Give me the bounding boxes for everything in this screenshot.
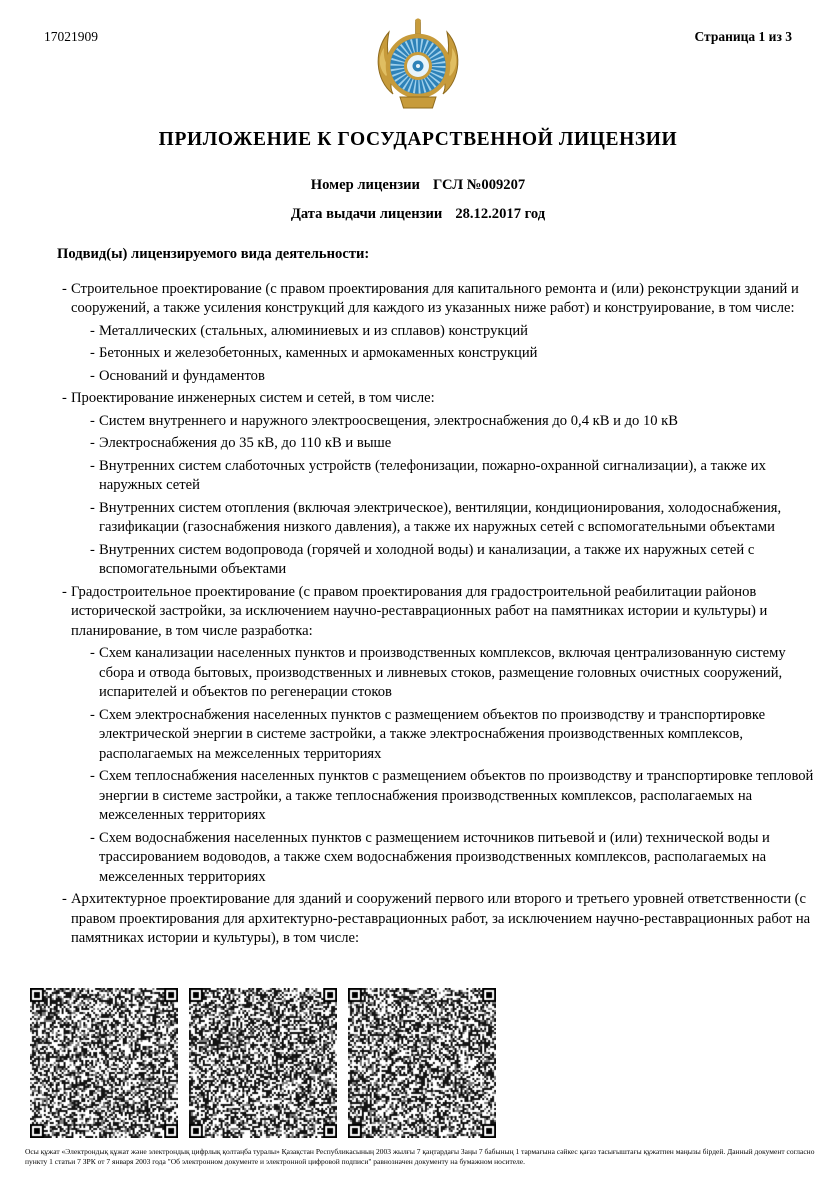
list-item <box>90 499 814 538</box>
license-date-line <box>0 206 836 223</box>
list-item <box>62 280 814 319</box>
qr-code <box>30 988 178 1138</box>
list-item <box>90 644 814 703</box>
document-number: 17021909 <box>44 29 98 44</box>
list-item <box>90 367 814 387</box>
list-item-text: Бетонных и железобетонных, каменных и армокаменных конструкций <box>99 345 538 361</box>
list-item-text: Строительное проектирование (с правом проектирования для капитального ремонта и (или) реконструкции зданий и сооружений, а также усиления конструкций для каждого из указанных ниже работ) и конструирование, в том числе: <box>71 280 799 316</box>
list-item-text: Систем внутреннего и наружного электроосвещения, электроснабжения до 0,4 кВ и до 10 кВ <box>99 412 679 429</box>
license-number-label: Номер лицензии <box>310 177 420 193</box>
license-date-value: 28.12.2017 год <box>455 206 546 222</box>
list-item-text: Электроснабжения до 35 кВ, до 110 кВ и выше <box>99 435 392 451</box>
list-item-text: Схем канализации населенных пунктов и производственных комплексов, включая централизованную систему сбора и отвода бытовых, производственных и ливневых стоков, размещение головных очистных сооружений, испарителей и объектов по регенерации стоков <box>99 645 786 700</box>
list-item-text: Архитектурное проектирование для зданий и сооружений первого или второго и третьего уровней ответственности (с правом проектирования для архитектурно-реставрационных работ, за исключением научно-реставрационных работ на памятниках истории и культуры), в том числе: <box>71 891 811 946</box>
list-item <box>90 457 814 496</box>
list-item <box>62 389 814 409</box>
legal-footer-text: Осы құжат «Электрондық құжат және электрондық цифрлық қолтаңба туралы» Қазақстан Республикасының 2003 жылғы 7 қаңтардағы Заңы 7 бабының 1 тармағына сәйкес қағаз тасығыштағы құжатпен маңызы бірдей. Данный документ согласно пункту 1 статьи 7 ЗРК от 7 января 2003 года "Об электронном документе и электронной цифровой подписи" равнозначен документу на бумажном носителе. <box>25 1147 815 1166</box>
qr-code-row <box>30 988 496 1138</box>
kazakhstan-coat-of-arms-icon <box>372 16 464 112</box>
list-item <box>90 829 814 888</box>
list-item <box>62 583 814 642</box>
list-item-text: Проектирование инженерных систем и сетей, в том числе: <box>71 390 435 406</box>
license-number-line <box>0 177 836 194</box>
list-item-text: Схем электроснабжения населенных пунктов с размещением объектов по производству и транспортировке электрической энергии в системе застройки, а также электроснабжения производственных комплексов, располагаемых на межселенных территориях <box>99 706 766 762</box>
list-item <box>90 434 814 454</box>
list-item <box>90 541 814 580</box>
list-item-text: Внутренних систем водопровода (горячей и холодной воды) и канализации, а также их наружных сетей с вспомогательными объектами <box>99 541 755 577</box>
qr-code <box>348 988 496 1138</box>
list-item-text: Внутренних систем отопления (включая электрическое), вентиляции, кондиционирования, холодоснабжения, газификации (газоснабжения низкого давления), а также их наружных сетей с вспомогательными объектами <box>99 499 782 535</box>
list-item-text: Градостроительное проектирование (с правом проектирования для градостроительной реабилитации районов исторической застройки, за исключением научно-реставрационных работ на памятниках истории и культуры) и планирование, в том числе разработка: <box>71 583 768 639</box>
list-item <box>90 412 814 432</box>
list-item <box>90 344 814 364</box>
qr-code <box>189 988 337 1138</box>
list-item <box>90 322 814 342</box>
list-item-text: Внутренних систем слаботочных устройств (телефонизации, пожарно-охранной сигнализации), а также их наружных сетей <box>99 457 766 493</box>
page-indicator: Страница 1 из 3 <box>694 29 792 44</box>
list-item-text: Оснований и фундаментов <box>99 367 265 384</box>
page-title: ПРИЛОЖЕНИЕ К ГОСУДАРСТВЕННОЙ ЛИЦЕНЗИИ <box>158 129 678 150</box>
list-item-text: Схем теплоснабжения населенных пунктов с размещением объектов по производству и транспортировке тепловой энергии в системе застройки, а также теплоснабжения производственных комплексов, располагаемых на межселенных территориях <box>99 768 814 823</box>
license-number-value: ГСЛ №009207 <box>432 177 526 193</box>
list-item <box>90 706 814 765</box>
list-item-text: Схем водоснабжения населенных пунктов с размещением источников питьевой и (или) технической воды и трассированием водоводов, а также схем водоснабжения производственных комплексов, располагаемых на межселенных территориях <box>99 829 770 885</box>
list-item-text: Металлических (стальных, алюминиевых и из сплавов) конструкций <box>99 322 528 339</box>
list-item <box>90 767 814 826</box>
subtypes-heading: Подвид(ы) лицензируемого вида деятельности: <box>57 246 370 262</box>
license-date-label: Дата выдачи лицензии <box>290 206 443 222</box>
list-item <box>62 890 814 949</box>
subtypes-section <box>57 245 814 952</box>
